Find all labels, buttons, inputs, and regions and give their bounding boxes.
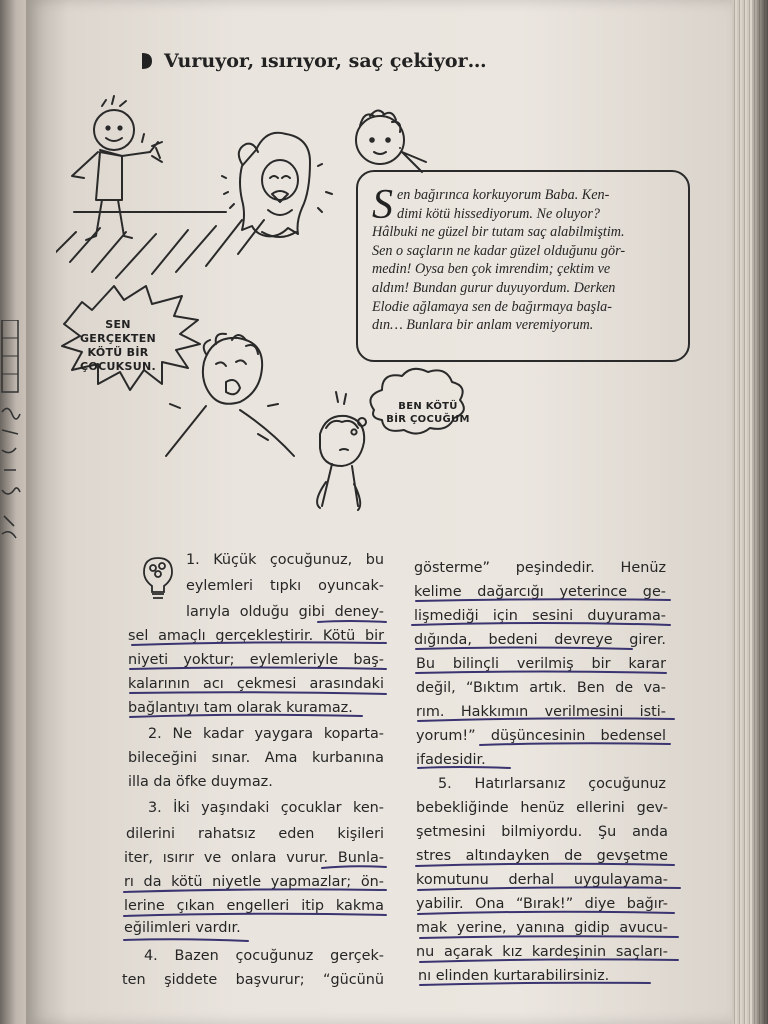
body-line: bağlantıyı tam olarak kuramaz. [128,700,353,716]
crying-girl-figure [222,133,332,237]
sad-child-figure [317,392,364,510]
monologue-line: dın… Bunlara bir anlam veremiyorum. [372,317,594,334]
half-circle-bullet-icon [140,52,152,70]
body-line: rı da kötü niyetle yapmazlar; ön- [124,874,384,890]
heading-text: Vuruyor, ısırıyor, saç çekiyor… [164,50,487,72]
child-bubble-line: BEN KÖTÜ [398,401,458,412]
body-line: Bu bilinçli verilmiş bir karar [416,656,666,672]
father-figure [72,96,162,240]
parent-bubble-text [68,318,168,374]
section-heading [140,44,487,78]
body-line: şetmesini bilmiyordu. Şu anda [416,824,668,840]
body-line: illa da öfke duymaz. [128,774,273,790]
parent-bubble-line: ÇOCUKSUN. [80,360,156,373]
body-line: kelime dağarcığı yeterince ge- [414,584,666,600]
body-line: dığında, bedeni devreye girer. [414,632,666,648]
body-line: ten şiddete başvurur; “gücünü [122,972,384,988]
child-bubble-text [378,400,478,426]
body-line: eğilimleri vardır. [124,920,241,936]
body-line: mak yerine, yanına gidip avucu- [416,920,668,936]
monologue-line: Sen o saçların ne kadar güzel olduğunu gör- [372,242,626,259]
body-line: 2. Ne kadar yaygara kopartа- [148,726,384,742]
body-line: gösterme” peşindedir. Henüz [414,560,666,576]
body-line: lişmediği için sesini duyurama- [414,608,666,624]
body-line: stres altındayken de gevşetme [416,848,668,864]
monologue-line: medin! Oysa ben çok imrendim; çektim ve [372,261,611,278]
parent-bubble-line: SEN [105,318,131,331]
body-line: bebekliğinde henüz ellerini gev- [416,800,668,816]
body-line: komutunu derhal uygulayama- [416,872,668,888]
body-line: larıyla olduğu gibi deney- [186,604,384,620]
monologue-line: aldım! Bundan gurur duyuyordum. Derken [372,279,616,296]
body-line: nı elinden kurtarabilirsiniz. [418,968,610,984]
body-line: ifadesidir. [416,752,486,768]
child-monologue-box [356,170,690,362]
monologue-line: Elodie ağlamaya sen de bağırmaya başla- [372,298,612,315]
parent-bubble-line: KÖTÜ BİR [87,346,149,359]
monologue-line: dimi kötü hissediyorum. Ne oluyor? [397,205,600,222]
body-line: 3. İki yaşındaki çocuklar ken- [148,800,384,816]
body-line: kalarının acı çekmesi arasındaki [128,676,384,692]
child-bubble-line: BİR ÇOCUĞUM [386,414,470,425]
body-line: bileceğini sınar. Ama kurbanına [128,750,384,766]
body-line: sel amaçlı gerçekleştirir. Kötü bir [128,628,384,644]
page-stack-shadow [752,0,768,1024]
body-line: değil, “Bıktım artık. Ben de va- [416,680,666,696]
body-line: yorum!” düşüncesinin bedensel [416,728,666,744]
body-line: eylemleri tıpkı oyuncak- [186,578,384,594]
body-line: 4. Bazen çocuğunuz gerçek- [144,948,384,964]
body-line: dilerini rahatsız eden kişileri [126,826,384,842]
parent-bubble-line: GERÇEKTEN [79,332,157,345]
monologue-line: Hâlbuki ne güzel bir tutam saç alabilmiştim. [372,224,625,241]
body-line: 5. Hatırlarsanız çocuğunuz [438,776,666,792]
body-line: niyeti yoktur; eylemleriyle baş- [128,652,384,668]
body-line: yabilir. Ona “Bırak!” diye bağır- [416,896,668,912]
lightbulb-icon [138,554,178,602]
body-line: lerine çıkan engelleri itip kakma [124,898,384,914]
body-line: nu açarak kız kardeşinin saçları- [416,944,668,960]
body-line: rım. Hakkımın verilmesini isti- [416,704,666,720]
boy-head-thinking [356,110,404,164]
left-page-print-marks [0,320,22,550]
body-line: iter, ısırır ve onlara vurur. Bunla- [124,850,384,866]
body-line: 1. Küçük çocuğunuz, bu [186,552,384,568]
yelling-parent-figure [166,334,294,456]
dropcap: S [372,182,393,228]
monologue-line: en bağırınca korkuyorum Baba. Ken- [397,187,610,203]
